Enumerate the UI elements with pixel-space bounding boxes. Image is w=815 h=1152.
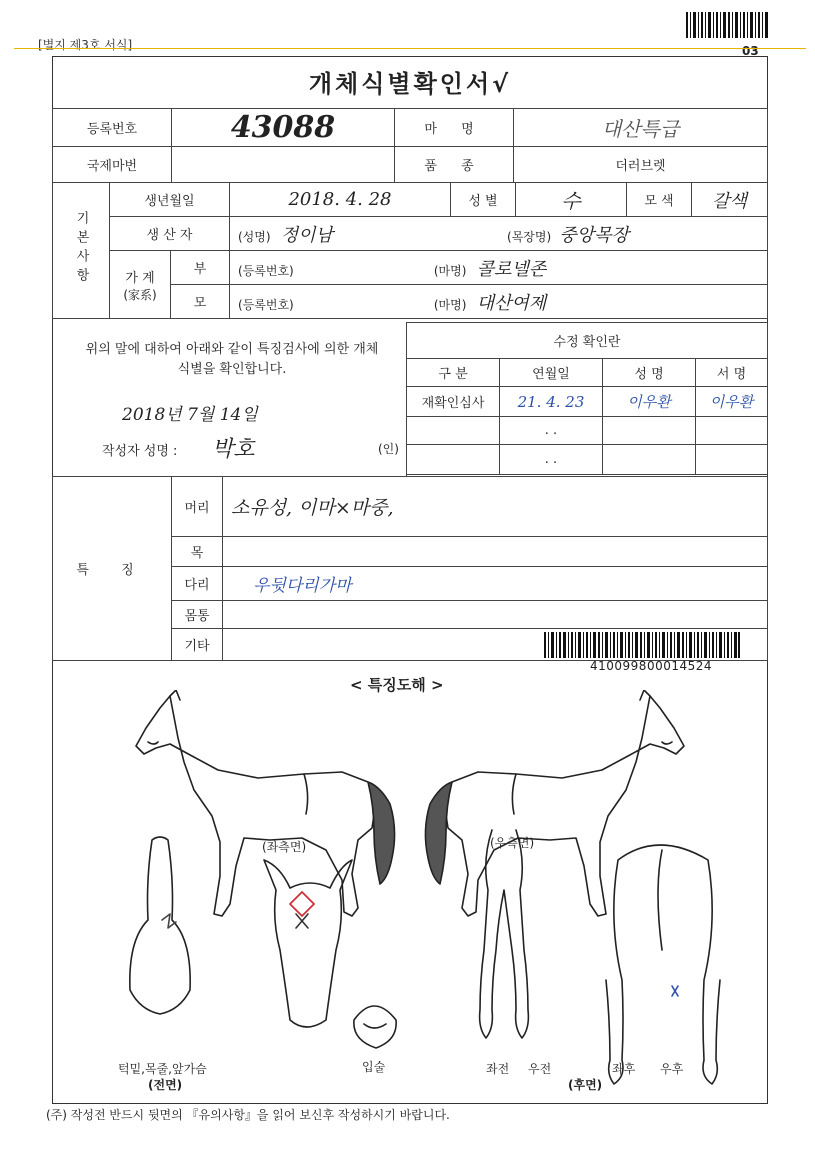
coat-label: 모 색 <box>626 183 691 217</box>
revision-row <box>407 387 768 417</box>
registration-table <box>52 108 768 183</box>
neck-value <box>223 537 768 567</box>
revision-row <box>407 417 768 445</box>
writer-signature: 박호 <box>212 437 255 462</box>
revision-cell <box>407 445 500 475</box>
sex-value: 수 <box>515 183 626 217</box>
horse-lips <box>354 1006 396 1048</box>
basic-info-table <box>52 182 768 319</box>
head-label: 머리 <box>172 477 223 537</box>
revision-cell: . . <box>500 417 603 445</box>
diagram-title: < 특징도해 > <box>350 676 444 694</box>
label-lips: 입술 <box>362 1060 386 1074</box>
revision-header: 구 분 <box>407 359 500 387</box>
farm-value: 중앙목장 <box>559 224 629 246</box>
other-label: 기타 <box>172 629 223 661</box>
label-hind-left: 좌후 <box>612 1062 636 1076</box>
label-right-side: (우측면) <box>490 836 535 850</box>
revision-cell <box>603 417 696 445</box>
confirm-block <box>52 322 407 477</box>
revision-cell <box>407 417 500 445</box>
page-number: 03 <box>742 44 759 58</box>
coat-value: 갈색 <box>691 183 767 217</box>
label-front: (전면) <box>148 1078 183 1092</box>
label-rear: (후면) <box>568 1078 603 1092</box>
features-section-label: 특 징 <box>53 477 172 661</box>
sire-name-value: 콜로넬존 <box>476 258 547 280</box>
birth-label: 생년월일 <box>110 183 230 217</box>
horse-right-side <box>425 690 684 916</box>
writer-label: 작성자 성명 : <box>102 444 178 459</box>
family-label-cell <box>110 251 171 319</box>
sire-label: 부 <box>171 251 230 285</box>
family-hanja: (家系) <box>123 287 157 302</box>
farm-label: (목장명) <box>507 229 552 244</box>
confirm-date: 2018년 7월 14일 <box>122 405 258 425</box>
horse-hind-view <box>606 845 720 1084</box>
horse-front-neck <box>130 837 190 1014</box>
revision-header: 서 명 <box>696 359 768 387</box>
revision-cell <box>696 417 768 445</box>
basic-section-text: 기본사항 <box>73 210 89 287</box>
footer-note: (주) 작성전 반드시 뒷면의 『유의사항』을 읽어 보신후 작성하시기 바랍니다. <box>46 1108 450 1122</box>
revision-header: 성 명 <box>603 359 696 387</box>
form-label: [별지 제3호 서식] <box>38 38 133 52</box>
sex-label: 성 별 <box>450 183 515 217</box>
revision-header: 연월일 <box>500 359 603 387</box>
breed-label: 품 종 <box>395 147 514 183</box>
barcode-number: 410099800014524 <box>590 659 713 673</box>
dam-name-value: 대산여제 <box>476 292 547 314</box>
dam-cell <box>230 285 768 319</box>
body-value <box>223 601 768 629</box>
horse-left-side <box>136 690 395 916</box>
horse-name-value: 대산특급 <box>514 109 768 147</box>
revision-cell: 이우환 <box>696 387 768 417</box>
head-value: 소유성, 이마×마중, <box>223 477 768 537</box>
writer-seal: (인) <box>378 442 399 456</box>
breeder-name-label: (성명) <box>238 229 271 244</box>
horse-head-front <box>264 860 352 1027</box>
dam-label: 모 <box>171 285 230 319</box>
body-label: 몸통 <box>172 601 223 629</box>
dam-name-label: (마명) <box>433 297 467 312</box>
horse-diagram <box>52 690 768 1100</box>
revision-cell <box>696 445 768 475</box>
breeder-cell <box>230 217 768 251</box>
reg-no-label: 등록번호 <box>53 109 172 147</box>
label-front-caption: 턱밑,목줄,앞가슴 <box>118 1062 207 1076</box>
label-front-left: 좌전 <box>486 1062 510 1076</box>
neck-label: 목 <box>172 537 223 567</box>
form-title: 개체식별확인서√ <box>308 70 512 98</box>
label-left-side: (좌측면) <box>262 840 307 854</box>
breeder-name-value: 정이남 <box>280 224 333 246</box>
label-hind-right: 우후 <box>660 1062 684 1076</box>
confirm-statement: 위의 말에 대하여 아래와 같이 특징검사에 의한 개체식별을 확인합니다. <box>85 342 379 377</box>
breeder-label: 생 산 자 <box>110 217 230 251</box>
revision-cell: 재확인심사 <box>407 387 500 417</box>
sire-cell <box>230 251 768 285</box>
revision-title: 수정 확인란 <box>407 323 768 359</box>
dam-regno-label: (등록번호) <box>238 297 294 312</box>
revision-cell: 21. 4. 23 <box>500 387 603 417</box>
intl-no-label: 국제마번 <box>53 147 172 183</box>
intl-no-value <box>172 147 395 183</box>
horse-name-label: 마 명 <box>395 109 514 147</box>
sire-regno-label: (등록번호) <box>238 263 294 278</box>
revision-cell: 이우환 <box>603 387 696 417</box>
horse-front-legs <box>480 830 529 1038</box>
revision-cell: . . <box>500 445 603 475</box>
family-label: 가 계 <box>125 270 155 286</box>
features-barcode <box>544 632 740 658</box>
legs-value: 우뒷다리가마 <box>223 567 768 601</box>
revision-row <box>407 445 768 475</box>
birth-value: 2018. 4. 28 <box>230 183 451 217</box>
revision-cell <box>603 445 696 475</box>
breed-value: 더러브렛 <box>514 147 768 183</box>
sire-name-label: (마명) <box>433 263 467 278</box>
revision-table <box>406 322 768 475</box>
basic-section-label <box>53 183 110 319</box>
header-rule <box>14 48 806 49</box>
legs-label: 다리 <box>172 567 223 601</box>
label-front-right: 우전 <box>528 1062 552 1076</box>
reg-no-value: 43088 <box>172 109 395 147</box>
top-barcode <box>686 12 768 38</box>
